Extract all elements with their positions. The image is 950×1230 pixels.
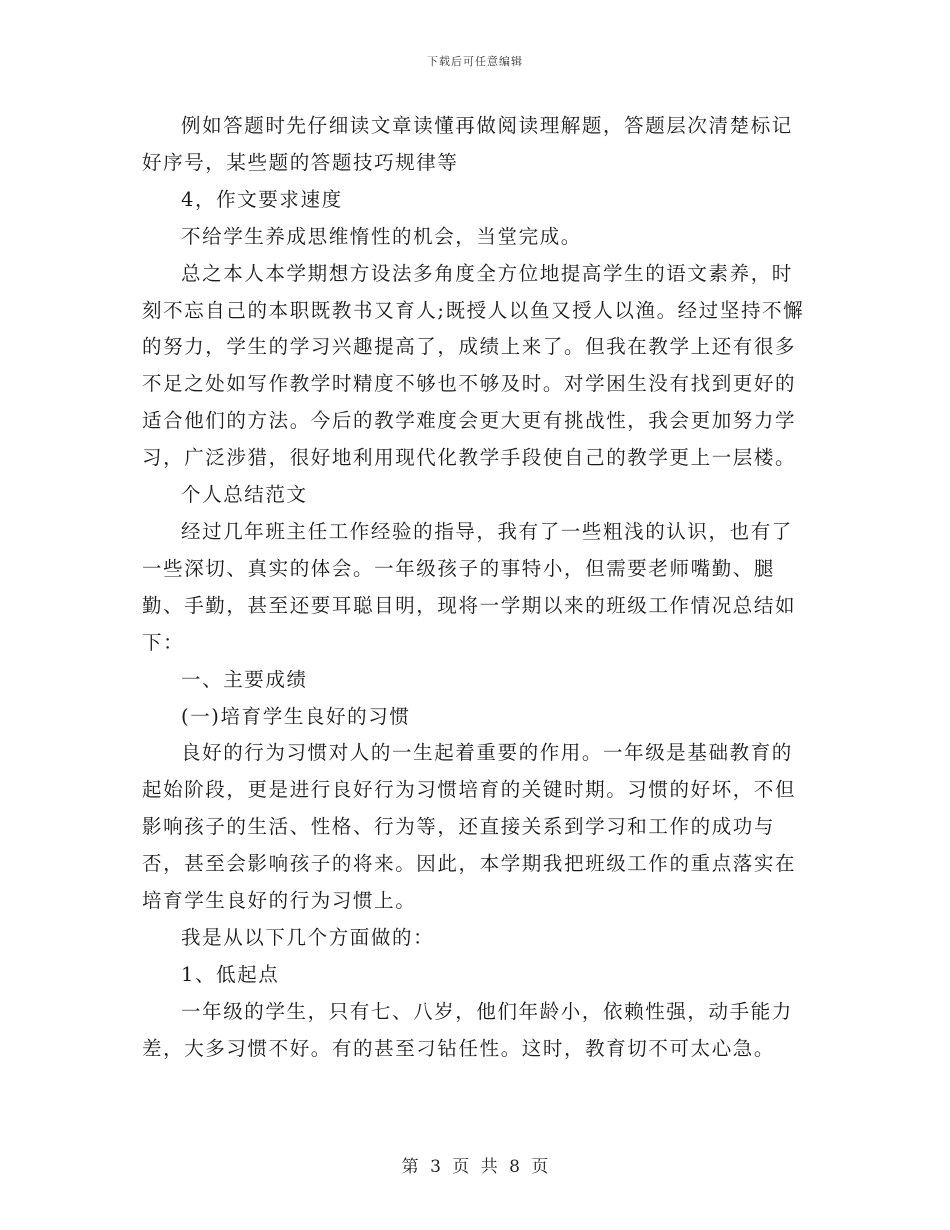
paragraph: 总之本人本学期想方设法多角度全方位地提高学生的语文素养，时刻不忘自己的本职既教书又育人;既授人以鱼又授人以渔。经过坚持不懈的努力，学生的学习兴趣提高了，成绩上来了。但我在教学上还有很多不足之处如写作教学时精度不够也不够及时。对学困生没有找到更好的适合他们的方法。今后的教学难度会更大更有挑战性，我会更加努力学习，广泛涉猎，很好地利用现代化教学手段使自己的教学更上一层楼。: [142, 261, 805, 470]
subsection-heading: 1、低起点: [181, 962, 280, 986]
section-heading: 个人总结范文: [181, 483, 308, 507]
paragraph: 经过几年班主任工作经验的指导，我有了一些粗浅的认识，也有了一些深切、真实的体会。一年级孩子的事特小，但需要老师嘴勤、腿勤、手勤，甚至还要耳聪目明，现将一学期以来的班级工作情况总结如下：: [142, 519, 797, 654]
paragraph: 例如答题时先仔细读文章读懂再做阅读理解题，答题层次清楚标记好序号，某些题的答题技巧规律等: [142, 114, 793, 174]
paragraph: 不给学生养成思维惰性的机会，当堂完成。: [181, 224, 582, 248]
section-heading: 一、主要成绩: [181, 667, 308, 691]
paragraph: 一年级的学生，只有七、八岁，他们年龄小，依赖性强，动手能力差，大多习惯不好。有的甚至刁钻任性。这时，教育切不可太心急。: [142, 999, 793, 1060]
page-number: 第 3 页 共 8 页: [401, 1157, 549, 1177]
subsection-heading: (一)培育学生良好的习惯: [181, 704, 411, 728]
paragraph: 良好的行为习惯对人的一生起着重要的作用。一年级是基础教育的起始阶段，更是进行良好行为习惯培育的关键时期。习惯的好坏，不但影响孩子的生活、性格、行为等，还直接关系到学习和工作的成功与否，甚至会影响孩子的将来。因此，本学期我把班级工作的重点落实在培育学生良好的行为习惯上。: [142, 741, 797, 913]
paragraph: 我是从以下几个方面做的：: [181, 925, 435, 949]
document-body: [142, 108, 808, 1068]
page-header: 下载后可任意编辑: [427, 55, 523, 68]
paragraph: 4，作文要求速度: [181, 187, 343, 211]
